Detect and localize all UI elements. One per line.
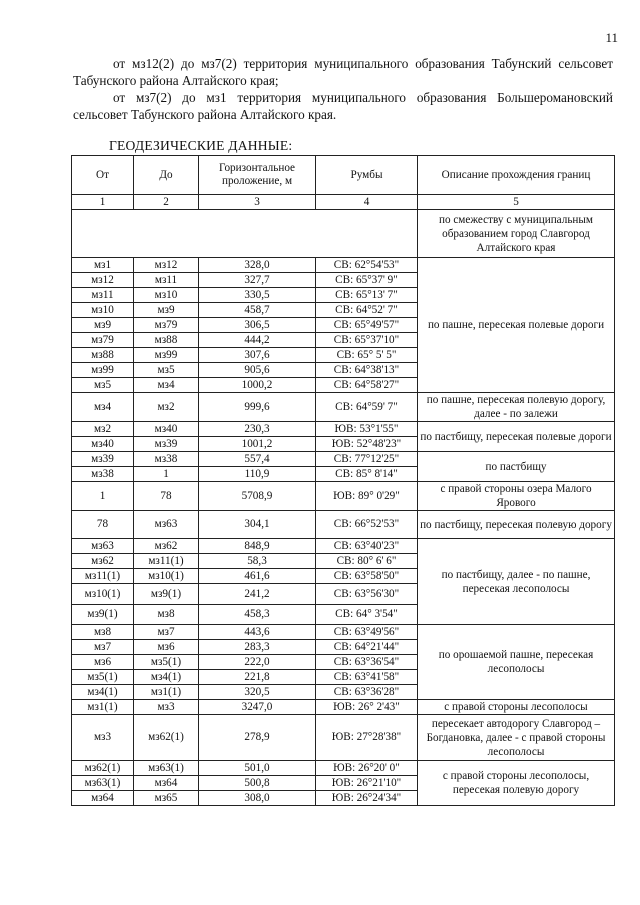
cell-from: мз8 xyxy=(72,625,134,640)
cell-to: мз4(1) xyxy=(134,670,199,685)
column-index: 2 xyxy=(134,195,199,210)
column-index: 4 xyxy=(316,195,418,210)
cell-distance: 3247,0 xyxy=(199,700,316,715)
section-heading: ГЕОДЕЗИЧЕСКИЕ ДАННЫЕ: xyxy=(109,138,293,153)
cell-bearing: ЮВ: 26° 2'43" xyxy=(316,700,418,715)
cell-bearing: СВ: 63°36'54" xyxy=(316,655,418,670)
column-index: 1 xyxy=(72,195,134,210)
table-row xyxy=(72,761,615,776)
cell-bearing: СВ: 64°58'27" xyxy=(316,378,418,393)
cell-to: мз1(1) xyxy=(134,685,199,700)
cell-to: мз4 xyxy=(134,378,199,393)
cell-to: мз10 xyxy=(134,288,199,303)
cell-bearing: СВ: 64°52' 7" xyxy=(316,303,418,318)
cell-from: мз79 xyxy=(72,333,134,348)
cell-bearing: СВ: 77°12'25" xyxy=(316,452,418,467)
cell-to: мз62(1) xyxy=(134,715,199,761)
cell-distance: 444,2 xyxy=(199,333,316,348)
cell-to: мз40 xyxy=(134,422,199,437)
cell-distance: 848,9 xyxy=(199,539,316,554)
table-row xyxy=(72,482,615,511)
cell-distance: 283,3 xyxy=(199,640,316,655)
cell-distance: 330,5 xyxy=(199,288,316,303)
cell-bearing: СВ: 63°40'23" xyxy=(316,539,418,554)
boundary-description: по пастбищу, пересекая полевую дорогу xyxy=(418,511,615,539)
cell-to: мз39 xyxy=(134,437,199,452)
cell-to: мз63(1) xyxy=(134,761,199,776)
cell-from: мз62(1) xyxy=(72,761,134,776)
cell-from: мз7 xyxy=(72,640,134,655)
column-index-row xyxy=(72,195,615,210)
cell-distance: 1000,2 xyxy=(199,378,316,393)
empty-cell xyxy=(72,210,418,258)
cell-to: мз88 xyxy=(134,333,199,348)
cell-to: мз62 xyxy=(134,539,199,554)
cell-to: мз9 xyxy=(134,303,199,318)
table-row xyxy=(72,715,615,761)
table-row xyxy=(72,625,615,640)
table-row xyxy=(72,700,615,715)
header-distance: Горизонтальное проложение, м xyxy=(199,156,316,195)
cell-bearing: ЮВ: 26°21'10" xyxy=(316,776,418,791)
paragraph-1: от мз12(2) до мз7(2) территория муниципального образования Табунский сельсовет Табунского района Алтайского края; xyxy=(73,56,613,88)
cell-distance: 999,6 xyxy=(199,393,316,422)
cell-from: мз40 xyxy=(72,437,134,452)
cell-to: мз11(1) xyxy=(134,554,199,569)
cell-from: мз10(1) xyxy=(72,584,134,605)
column-index: 5 xyxy=(418,195,615,210)
table-row xyxy=(72,539,615,554)
cell-distance: 328,0 xyxy=(199,258,316,273)
table-header-row xyxy=(72,156,615,195)
cell-bearing: ЮВ: 26°20' 0" xyxy=(316,761,418,776)
cell-distance: 304,1 xyxy=(199,511,316,539)
cell-from: 78 xyxy=(72,511,134,539)
cell-distance: 501,0 xyxy=(199,761,316,776)
table-row xyxy=(72,452,615,467)
cell-bearing: ЮВ: 89° 0'29" xyxy=(316,482,418,511)
paragraph-2: от мз7(2) до мз1 территория муниципального образования Большеромановский сельсовет Табунского района Алтайского края. xyxy=(73,90,613,122)
cell-from: мз38 xyxy=(72,467,134,482)
cell-to: мз99 xyxy=(134,348,199,363)
table-row xyxy=(72,393,615,422)
table-row xyxy=(72,422,615,437)
cell-to: мз5(1) xyxy=(134,655,199,670)
cell-to: мз2 xyxy=(134,393,199,422)
cell-to: мз5 xyxy=(134,363,199,378)
boundary-description: с правой стороны лесополосы, пересекая полевую дорогу xyxy=(418,761,615,806)
cell-from: мз4(1) xyxy=(72,685,134,700)
cell-bearing: ЮВ: 27°28'38" xyxy=(316,715,418,761)
header-from: От xyxy=(72,156,134,195)
cell-distance: 306,5 xyxy=(199,318,316,333)
boundary-description: с правой стороны лесополосы xyxy=(418,700,615,715)
cell-to: мз79 xyxy=(134,318,199,333)
cell-bearing: СВ: 63°41'58" xyxy=(316,670,418,685)
cell-from: мз39 xyxy=(72,452,134,467)
cell-bearing: СВ: 65° 5' 5" xyxy=(316,348,418,363)
cell-from: мз4 xyxy=(72,393,134,422)
cell-from: мз88 xyxy=(72,348,134,363)
cell-distance: 500,8 xyxy=(199,776,316,791)
boundary-description: пересекает автодорогу Славгород – Богдановка, далее - с правой стороны лесополосы xyxy=(418,715,615,761)
cell-from: мз6 xyxy=(72,655,134,670)
cell-bearing: СВ: 65°49'57" xyxy=(316,318,418,333)
cell-bearing: СВ: 65°37' 9" xyxy=(316,273,418,288)
cell-distance: 443,6 xyxy=(199,625,316,640)
cell-distance: 557,4 xyxy=(199,452,316,467)
cell-from: 1 xyxy=(72,482,134,511)
cell-from: мз62 xyxy=(72,554,134,569)
page-number: 11 xyxy=(605,30,618,45)
boundary-description: по смежеству с муниципальным образованием город Славгород Алтайского края xyxy=(418,210,615,258)
cell-to: мз7 xyxy=(134,625,199,640)
cell-bearing: СВ: 66°52'53" xyxy=(316,511,418,539)
cell-bearing: СВ: 62°54'53" xyxy=(316,258,418,273)
cell-from: мз99 xyxy=(72,363,134,378)
table-row xyxy=(72,511,615,539)
boundary-description: с правой стороны озера Малого Ярового xyxy=(418,482,615,511)
cell-bearing: СВ: 64°21'44" xyxy=(316,640,418,655)
cell-distance: 221,8 xyxy=(199,670,316,685)
cell-from: мз1(1) xyxy=(72,700,134,715)
cell-bearing: СВ: 85° 8'14" xyxy=(316,467,418,482)
cell-from: мз12 xyxy=(72,273,134,288)
cell-to: мз11 xyxy=(134,273,199,288)
cell-from: мз9 xyxy=(72,318,134,333)
boundary-description: по пастбищу xyxy=(418,452,615,482)
cell-to: 78 xyxy=(134,482,199,511)
cell-bearing: СВ: 64° 3'54" xyxy=(316,605,418,625)
column-index: 3 xyxy=(199,195,316,210)
cell-from: мз9(1) xyxy=(72,605,134,625)
cell-from: мз10 xyxy=(72,303,134,318)
header-description: Описание прохождения границ xyxy=(418,156,615,195)
cell-bearing: СВ: 64°59' 7" xyxy=(316,393,418,422)
cell-distance: 308,0 xyxy=(199,791,316,806)
cell-bearing: СВ: 63°58'50" xyxy=(316,569,418,584)
cell-to: 1 xyxy=(134,467,199,482)
cell-distance: 461,6 xyxy=(199,569,316,584)
cell-distance: 307,6 xyxy=(199,348,316,363)
cell-to: мз38 xyxy=(134,452,199,467)
cell-distance: 458,3 xyxy=(199,605,316,625)
cell-bearing: ЮВ: 53°1'55" xyxy=(316,422,418,437)
cell-to: мз64 xyxy=(134,776,199,791)
cell-from: мз64 xyxy=(72,791,134,806)
cell-bearing: СВ: 65°37'10" xyxy=(316,333,418,348)
cell-bearing: СВ: 80° 6' 6" xyxy=(316,554,418,569)
cell-to: мз3 xyxy=(134,700,199,715)
cell-to: мз8 xyxy=(134,605,199,625)
cell-distance: 458,7 xyxy=(199,303,316,318)
cell-bearing: СВ: 64°38'13" xyxy=(316,363,418,378)
cell-from: мз63 xyxy=(72,539,134,554)
boundary-description: по пашне, пересекая полевую дорогу, далее - по залежи xyxy=(418,393,615,422)
cell-to: мз65 xyxy=(134,791,199,806)
cell-from: мз11 xyxy=(72,288,134,303)
header-to: До xyxy=(134,156,199,195)
cell-to: мз10(1) xyxy=(134,569,199,584)
geodetic-data-table xyxy=(71,155,615,806)
cell-to: мз6 xyxy=(134,640,199,655)
cell-from: мз5(1) xyxy=(72,670,134,685)
header-bearing: Румбы xyxy=(316,156,418,195)
cell-bearing: СВ: 63°49'56" xyxy=(316,625,418,640)
cell-bearing: СВ: 65°13' 7" xyxy=(316,288,418,303)
cell-distance: 278,9 xyxy=(199,715,316,761)
cell-from: мз63(1) xyxy=(72,776,134,791)
boundary-description: по пашне, пересекая полевые дороги xyxy=(418,258,615,393)
cell-bearing: СВ: 63°56'30" xyxy=(316,584,418,605)
table-row xyxy=(72,258,615,273)
cell-from: мз5 xyxy=(72,378,134,393)
cell-distance: 230,3 xyxy=(199,422,316,437)
cell-distance: 905,6 xyxy=(199,363,316,378)
cell-distance: 110,9 xyxy=(199,467,316,482)
cell-distance: 241,2 xyxy=(199,584,316,605)
cell-distance: 1001,2 xyxy=(199,437,316,452)
cell-to: мз9(1) xyxy=(134,584,199,605)
cell-to: мз12 xyxy=(134,258,199,273)
cell-from: мз11(1) xyxy=(72,569,134,584)
cell-bearing: СВ: 63°36'28" xyxy=(316,685,418,700)
cell-distance: 58,3 xyxy=(199,554,316,569)
boundary-description: по орошаемой пашне, пересекая лесополосы xyxy=(418,625,615,700)
boundary-description: по пастбищу, далее - по пашне, пересекая лесополосы xyxy=(418,539,615,625)
cell-bearing: ЮВ: 26°24'34" xyxy=(316,791,418,806)
cell-bearing: ЮВ: 52°48'23" xyxy=(316,437,418,452)
cell-from: мз2 xyxy=(72,422,134,437)
cell-distance: 327,7 xyxy=(199,273,316,288)
cell-to: мз63 xyxy=(134,511,199,539)
cell-distance: 5708,9 xyxy=(199,482,316,511)
table-row xyxy=(72,210,615,258)
cell-distance: 320,5 xyxy=(199,685,316,700)
cell-from: мз3 xyxy=(72,715,134,761)
boundary-description: по пастбищу, пересекая полевые дороги xyxy=(418,422,615,452)
cell-from: мз1 xyxy=(72,258,134,273)
cell-distance: 222,0 xyxy=(199,655,316,670)
